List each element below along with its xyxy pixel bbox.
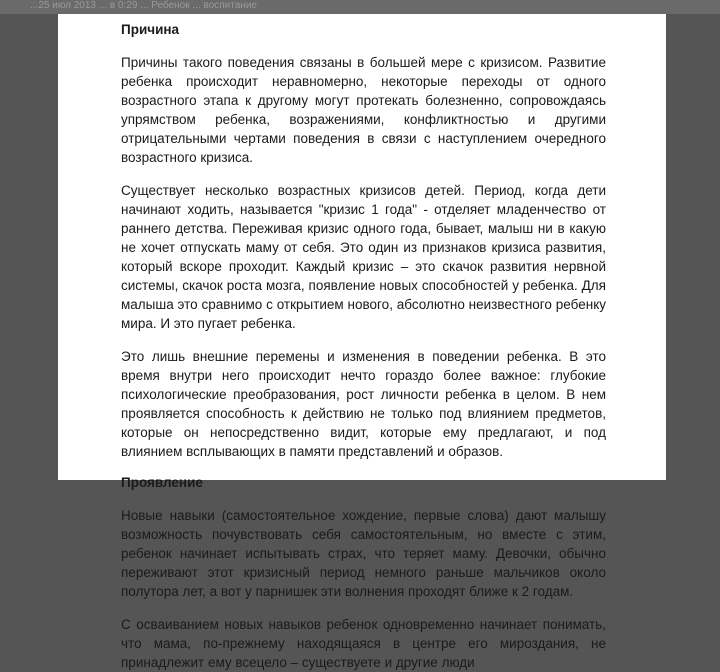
section-heading-cause: Причина (121, 22, 180, 37)
paragraph: Существует несколько возрастных кризисов детей. Период, когда дети начинают ходить, называется "кризис 1 года" - отделяет младенчество от раннего детства. Переживая кризис одного года, бывает, малыш ни в какую не хочет отпускать маму от себя. Это один из признаков кризиса развития, который вскоре проходит. Каждый кризис – это скачок развития нервной системы, скачок роста мозга, появление новых способностей у ребенка. Для малыша это сравнимо с открытием нового, абсолютно неизвестного ребенку мира. И это пугает ребенка. (121, 183, 606, 331)
paragraph: С осваиванием новых навыков ребенок одновременно начинает понимать, что мама, по-прежнему находящаяся в центре его мироздания, не принадлежит ему всецело – существуете и другие люди (121, 617, 606, 670)
paragraph: Это лишь внешние перемены и изменения в поведении ребенка. В это время внутри него происходит нечто гораздо более важное: глубокие психологические преобразования, рост личности ребенка в целом. В нем проявляется способность к действию не только под влиянием предметов, которые он непосредственно видит, которые ему предлагают, и под влиянием всплывающих в памяти представлений и образов. (121, 349, 606, 459)
page-header-strip: ...25 июл 2013 ... в 0:29 ... Ребенок ... воспитание (0, 0, 720, 14)
paragraph: Новые навыки (самостоятельное хождение, первые слова) дают малышу возможность почувствовать себя самостоятельным, но вместе с этим, ребенок начинает испытывать страх, что теряет маму. Девочки, обычно переживают этот кризисный период немного раньше мальчиков около полутора лет, а вот у парнишек эти волнения проходят ближе к 2 годам. (121, 508, 606, 599)
document-page (58, 0, 666, 670)
paragraph: Причины такого поведения связаны в большей мере с кризисом. Развитие ребенка происходит неравномерно, некоторые переходы от одного возрастного этапа к другому могут протекать болезненно, сопровождаясь упрямством ребенка, возражениями, конфликтностью и другими отрицательными чертами поведения в связи с наступлением очередного возрастного кризиса. (121, 55, 606, 165)
viewer-margin-right (666, 0, 720, 480)
section-heading-manifestation: Проявление (121, 475, 203, 490)
viewer-margin-left (0, 0, 58, 480)
